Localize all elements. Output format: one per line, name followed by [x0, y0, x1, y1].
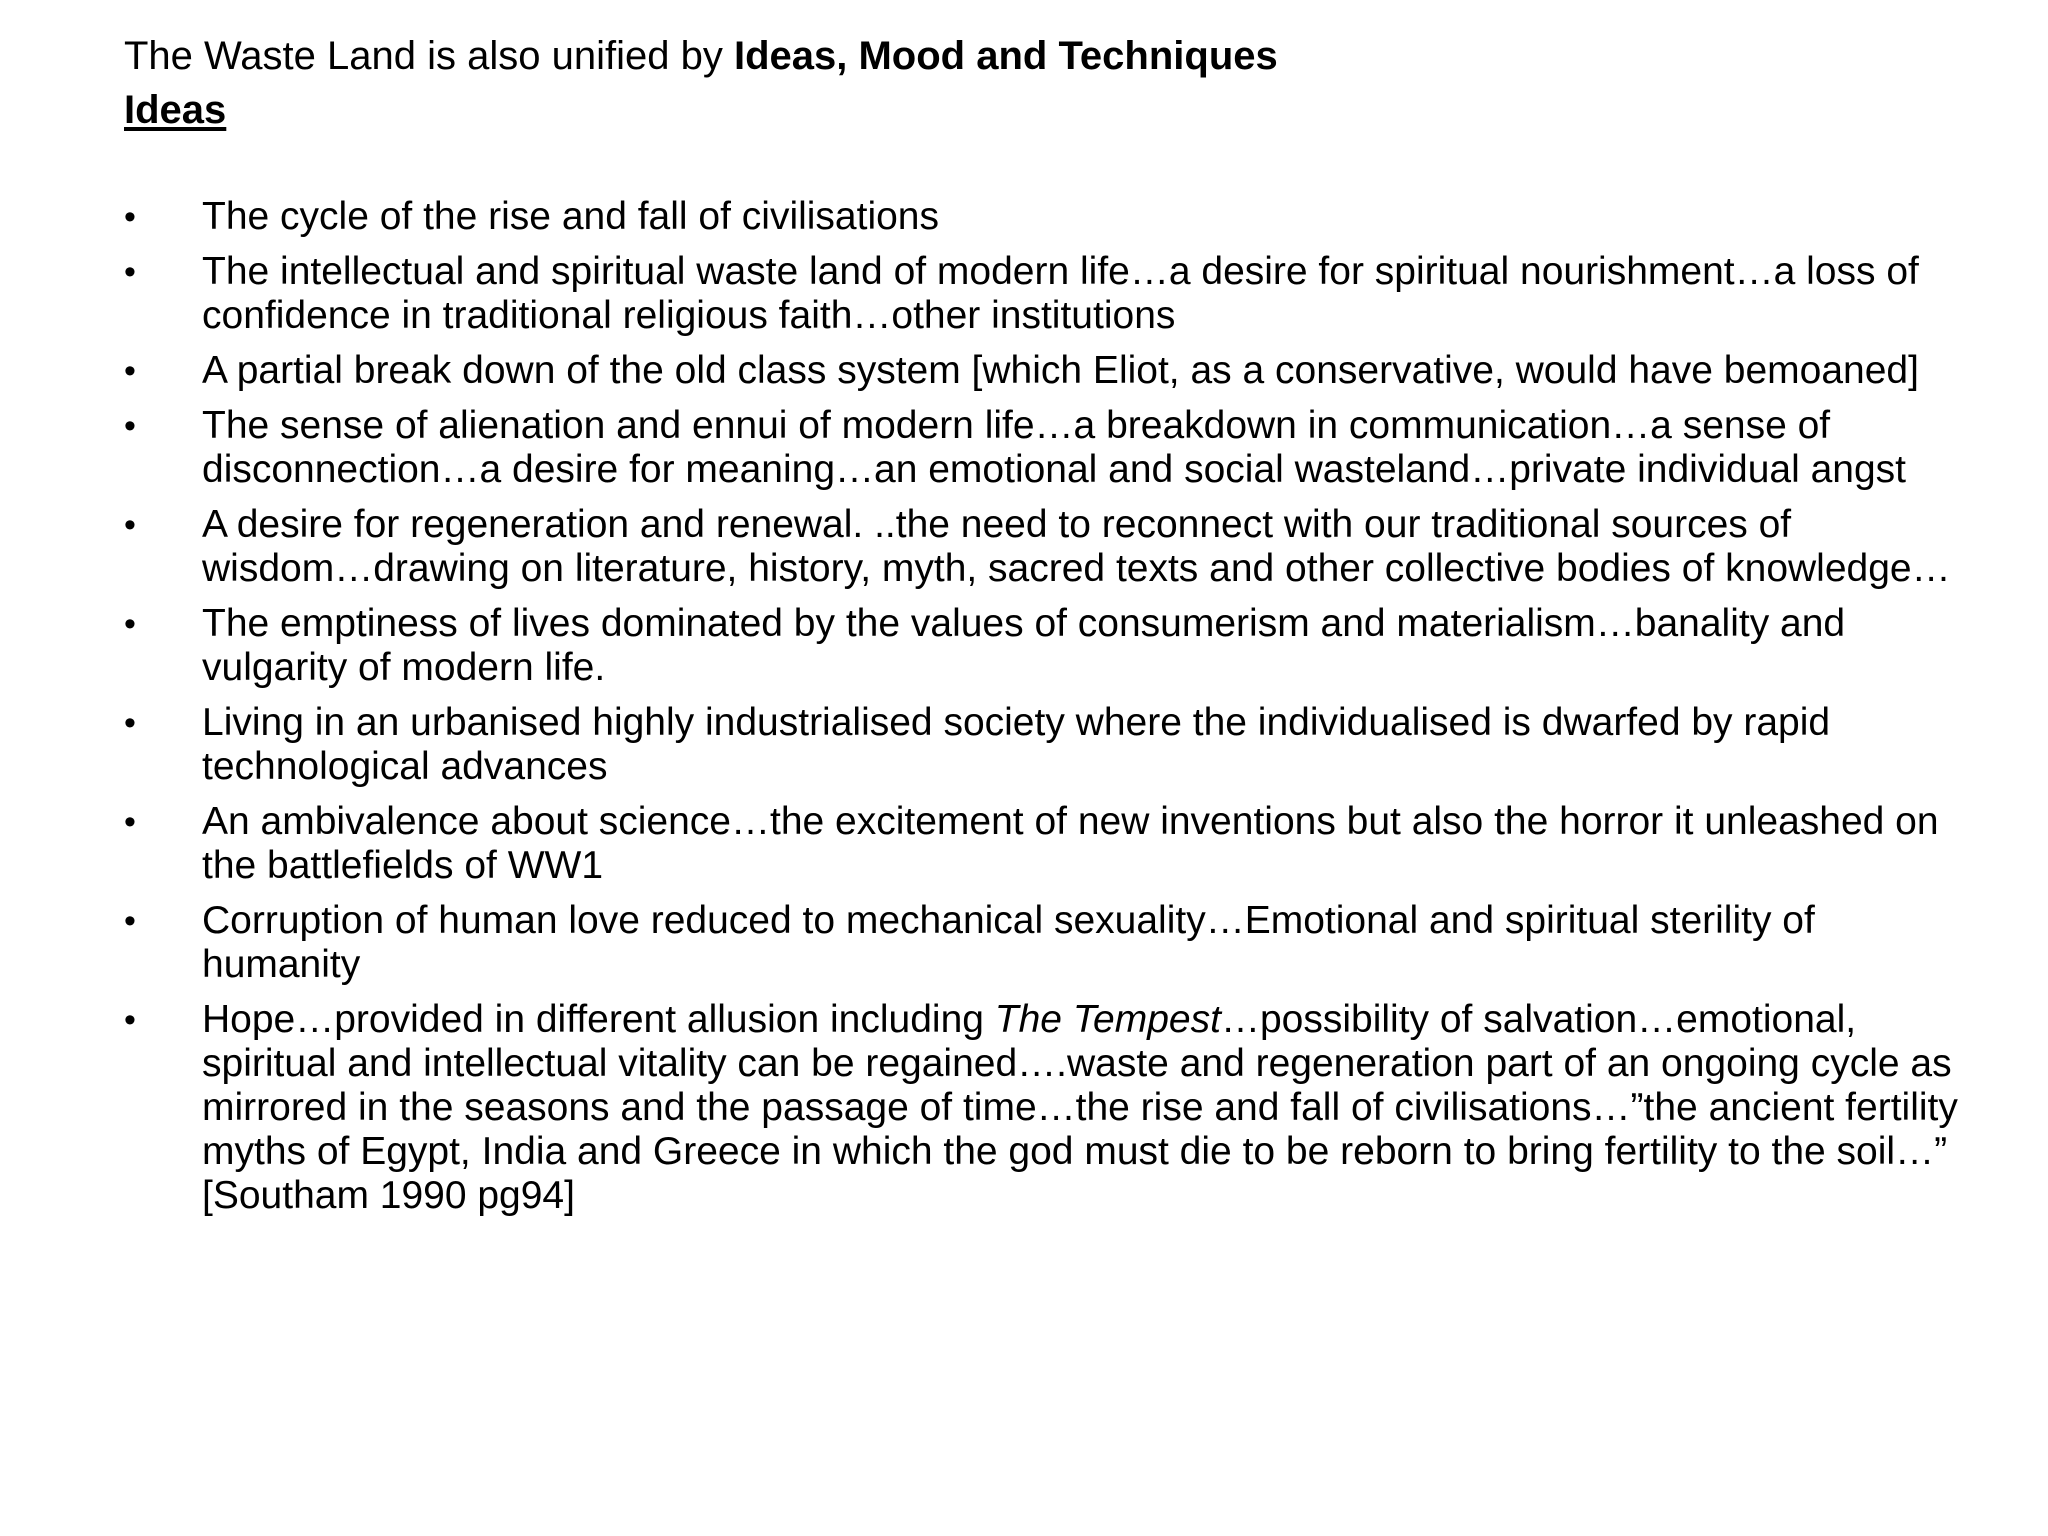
bullet-icon: •	[124, 506, 136, 544]
list-item	[124, 800, 1964, 888]
list-item-text: An ambivalence about science…the excitement of new inventions but also the horror it unleashed on the battlefields of WW1	[202, 800, 1939, 887]
bullet-icon: •	[124, 803, 136, 841]
bullet-icon: •	[124, 198, 136, 236]
list-item-text: Corruption of human love reduced to mechanical sexuality…Emotional and spiritual sterility of humanity	[202, 899, 1815, 986]
bullet-icon: •	[124, 352, 136, 390]
list-item	[124, 998, 1964, 1218]
list-item-text: The cycle of the rise and fall of civilisations	[202, 195, 940, 238]
list-item-text: The intellectual and spiritual waste land of modern life…a desire for spiritual nourishment…a loss of confidence in traditional religious faith…other institutions	[202, 250, 1919, 337]
list-item-text-before: Hope…provided in different allusion including	[202, 998, 995, 1041]
list-item	[124, 899, 1964, 987]
list-item	[124, 503, 1964, 591]
list-item-text: A desire for regeneration and renewal. ..the need to reconnect with our traditional sources of wisdom…drawing on literature, history, myth, sacred texts and other collective bodies of knowledge…	[202, 503, 1951, 590]
bullet-icon: •	[124, 902, 136, 940]
list-item-text-after: …possibility of salvation…emotional, spiritual and intellectual vitality can be regained….waste and regeneration part of an ongoing cycle as mirrored in the seasons and the passage of time…the rise and fall of civilisations…”the ancient fertility myths of Egypt, India and Greece in which the god must die to be reborn to bring fertility to the soil…” [Southam 1990 pg94]	[202, 998, 1958, 1217]
list-item	[124, 404, 1964, 492]
slide-title-prefix: The Waste Land is also unified by	[124, 34, 734, 78]
list-item-text: A partial break down of the old class system [which Eliot, as a conservative, would have bemoaned]	[202, 349, 1919, 392]
list-item	[124, 250, 1964, 338]
list-item	[124, 701, 1964, 789]
bullet-icon: •	[124, 704, 136, 742]
section-heading-ideas: Ideas	[124, 88, 227, 132]
bullet-icon: •	[124, 605, 136, 643]
list-item	[124, 195, 1964, 239]
bullet-icon: •	[124, 407, 136, 445]
slide-title-bold: Ideas, Mood and Techniques	[733, 34, 1278, 78]
the-tempest-title: The Tempest	[994, 998, 1221, 1041]
ideas-bullet-list	[124, 195, 1964, 1229]
list-item-text: The emptiness of lives dominated by the values of consumerism and materialism…banality and vulgarity of modern life.	[202, 602, 1846, 689]
list-item-text	[202, 998, 1964, 1218]
list-item	[124, 602, 1964, 690]
bullet-icon: •	[124, 1001, 136, 1039]
list-item-text: Living in an urbanised highly industrialised society where the individualised is dwarfed by rapid technological advances	[202, 701, 1831, 788]
slide-title	[124, 30, 1278, 82]
bullet-icon: •	[124, 253, 136, 291]
list-item	[124, 349, 1964, 393]
list-item-text: The sense of alienation and ennui of modern life…a breakdown in communication…a sense of disconnection…a desire for meaning…an emotional and social wasteland…private individual angst	[202, 404, 1906, 491]
